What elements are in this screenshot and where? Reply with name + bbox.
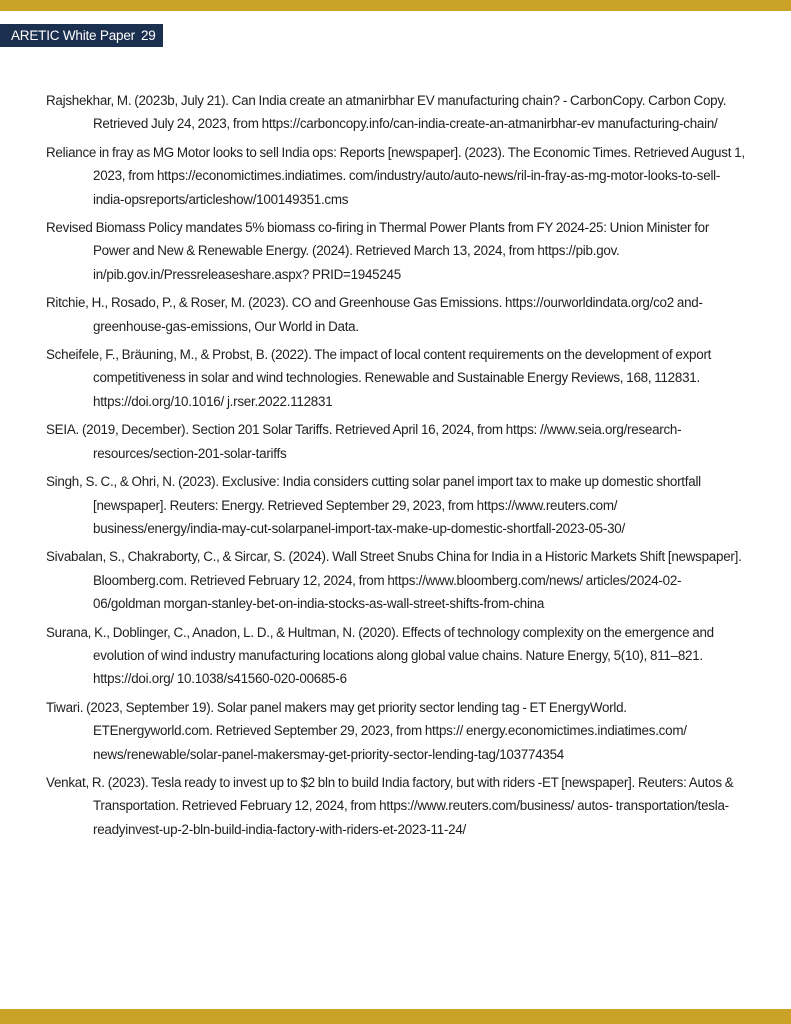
reference-rajshekhar-2023: Rajshekhar, M. (2023b, July 21). Can India create an atmanirbhar EV manufacturing chain? - CarbonCopy. Carbon Copy. Retrieved July 24, 2023, from https://carboncopy.info/can-india-create-an-atmanirbhar-ev manufacturing-chain/ [46,93,727,132]
reference-reliance-mg-motor: Reliance in fray as MG Motor looks to sell India ops: Reports [newspaper]. (2023). The Economic Times. Retrieved August 1, 2023, from https://economictimes.indiatimes. com/industry/auto/auto-news/ril-in-fray-as-mg-motor-looks-to-sell-india-opsreports/articleshow/100149351.cms [46,144,745,207]
reference-ritchie-2023: Ritchie, H., Rosado, P., & Roser, M. (2023). CO and Greenhouse Gas Emissions. https://ourworldindata.org/co2 and-greenhouse-gas-emissions, Our World in Data. [46,295,703,334]
reference-surana-2020: Surana, K., Doblinger, C., Anadon, L. D., & Hultman, N. (2020). Effects of technology complexity on the emergence and evolution of wind industry manufacturing locations along global value chains. Nature Energy, 5(10), 811–821. https://doi.org/ 10.1038/s41560-020-00685-6 [46,624,714,687]
document-title: ARETIC White Paper [11,28,135,43]
page-header-tag [0,24,163,47]
reference-scheifele-2022: Scheifele, F., Bräuning, M., & Probst, B. (2022). The impact of local content requirements on the development of export competitiveness in solar and wind technologies. Renewable and Sustainable Energy Reviews, 168, 112831. https://doi.org/10.1016/ j.rser.2022.112831 [46,347,712,409]
reference-list [46,89,746,846]
reference-seia-2019: SEIA. (2019, December). Section 201 Solar Tariffs. Retrieved April 16, 2024, from https: //www.seia.org/research-resources/section-201-solar-tariffs [46,422,682,461]
reference-sivabalan-2024: Sivabalan, S., Chakraborty, C., & Sircar, S. (2024). Wall Street Snubs China for India in a Historic Markets Shift [newspaper]. Bloomberg.com. Retrieved February 12, 2024, from https://www.bloomberg.com/news/ articles/2024-02-06/goldman morgan-stanley-bet-on-india-stocks-as-wall-street-shifts-from-china [46,549,742,612]
page-number: 29 [140,28,156,43]
reference-venkat-2023: Venkat, R. (2023). Tesla ready to invest up to $2 bln to build India factory, but with riders -ET [newspaper]. Reuters: Autos & Transportation. Retrieved February 12, 2024, from https://www.reuters.com/business/ autos- transportation/tesla- readyinvest-up-2-bln-build-india-factory-with-riders-et-2023-11-24/ [46,774,734,837]
reference-tiwari-2023: Tiwari. (2023, September 19). Solar panel makers may get priority sector lending tag - ET EnergyWorld. ETEnergyworld.com. Retrieved September 29, 2023, from https:// energy.economictimes.indiatimes.com/ news/renewable/solar-panel-makersmay-get-priority-sector-lending-tag/103774354 [46,699,687,762]
reference-biomass-policy: Revised Biomass Policy mandates 5% biomass co-firing in Thermal Power Plants from FY 2024-25: Union Minister for Power and New & Renewable Energy. (2024). Retrieved March 13, 2024, from https://pib.gov. in/pib.gov.in/Pressreleaseshare.aspx? PRID=1945245 [46,220,710,282]
top-accent-bar [0,0,791,11]
reference-singh-ohri-2023: Singh, S. C., & Ohri, N. (2023). Exclusive: India considers cutting solar panel import tax to make up domestic shortfall [newspaper]. Reuters: Energy. Retrieved September 29, 2023, from https://www.reuters.com/ business/energy/india-may-cut-solarpanel-import-tax-make-up-domestic-shortfall-2023-05-30/ [46,474,701,536]
bottom-accent-bar [0,1009,791,1024]
